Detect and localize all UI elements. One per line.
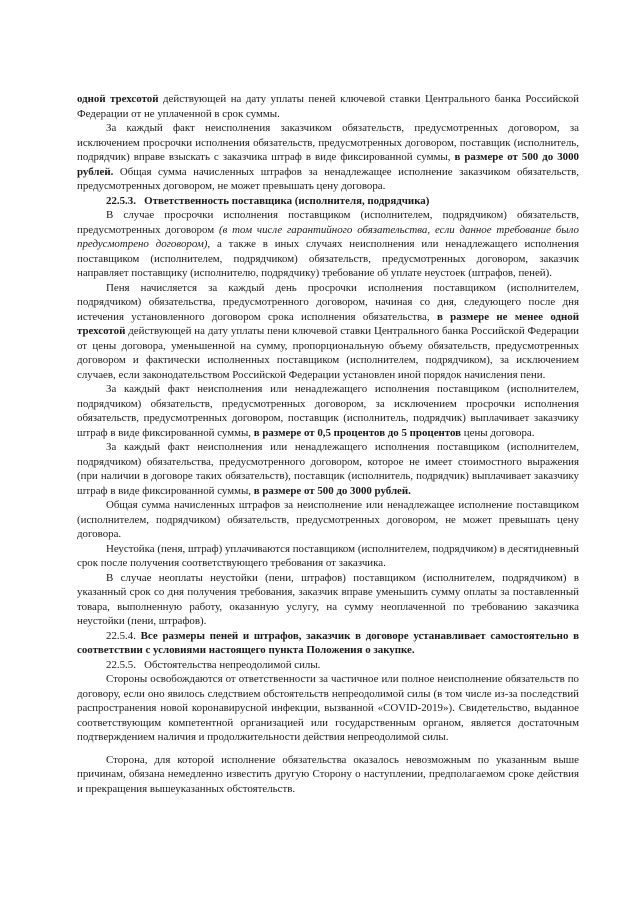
bold-text: одной трехсотой bbox=[77, 93, 159, 105]
text-run: За каждый факт неисполнения заказчиком обязательств, предусмотренных договором, за исключением просрочки исполнения обязательств, предусмотренных договором, поставщик (исполнитель, подрядчик) вправе взыскать с заказчика штраф в виде фиксированной суммы, bbox=[77, 122, 579, 163]
text-run: За каждый факт неисполнения или ненадлежащего исполнения поставщиком (исполнителем, подрядчиком) обязательства, предусмотренного договором, которое не имеет стоимостного выражения (при наличии в договоре таких обязательств), поставщик (исполнитель, подрядчик) выплачивает заказчику штраф в виде фиксированной суммы, bbox=[77, 441, 579, 497]
paragraph bbox=[77, 753, 579, 797]
text-run: Пеня начисляется за каждый день просрочки исполнения поставщиком (исполнителем, подрядчиком) обязательства, предусмотренного договором, начиная со дня, следующего после дня истечения установленного договором срока исполнения обязательства, bbox=[77, 281, 579, 323]
paragraph bbox=[77, 498, 579, 542]
bold-text: в размере не менее одной трехсотой bbox=[77, 310, 579, 337]
document-body bbox=[77, 92, 579, 796]
text-run: Общая сумма начисленных штрафов за неисполнение или ненадлежащее исполнение поставщиком (исполнителем, подрядчиком) обязательств, предусмотренных договором, не может превышать цену договора. bbox=[77, 499, 579, 540]
text-run: Общая сумма начисленных штрафов за ненадлежащее исполнение заказчиком обязательств, предусмотренных договором, не может превышать цену договора. bbox=[77, 165, 579, 192]
paragraph bbox=[77, 281, 579, 383]
paragraph bbox=[77, 382, 579, 440]
paragraph bbox=[77, 208, 579, 281]
text-run: а также в иных случаях неисполнения или ненадлежащего исполнения поставщиком (исполнителем, подрядчиком) обязательств, предусмотренных договором, заказчик направляет поставщику (исполнителю, подрядчику) требование об уплате неустоек (штрафов, пеней). bbox=[77, 238, 579, 279]
text-run: Сторона, для которой исполнение обязательства оказалось невозможным по указанным выше причинам, обязана немедленно известить другую Сторону о наступлении, предполагаемом сроке действия и прекращения вышеуказанных обстоятельств. bbox=[77, 753, 579, 795]
italic-text: (в том числе гарантийного обязательства, если данное требование было предусмотрено договором), bbox=[77, 223, 579, 250]
text-run: действующей на дату уплаты пеней ключевой ставки Центрального банка Российской Федерации от не уплаченной в срок суммы. bbox=[77, 93, 579, 120]
paragraph bbox=[77, 629, 579, 658]
text-run: За каждый факт неисполнения или ненадлежащего исполнения поставщиком (исполнителем, подрядчиком) обязательств, предусмотренных договором, за исключением просрочки исполнения обязательств, предусмотренных договором, поставщик (исполнитель, подрядчик) выплачивает заказчику штраф в виде фиксированной суммы, bbox=[77, 383, 579, 439]
paragraph bbox=[77, 672, 579, 745]
text-run: 22.5.4. bbox=[106, 629, 141, 642]
text-run: В случае просрочки исполнения поставщиком (исполнителем, подрядчиком) обязательств, предусмотренных договором bbox=[77, 209, 579, 236]
text-run: цены договора. bbox=[461, 426, 535, 439]
text-run: Неустойка (пеня, штраф) уплачиваются поставщиком (исполнителем, подрядчиком) в десятидневный срок после получения соответствующего требования от заказчика. bbox=[77, 542, 579, 569]
bold-text: в размере от 500 до 3000 рублей. bbox=[253, 484, 411, 497]
paragraph bbox=[77, 542, 579, 571]
bold-text: 22.5.3. Ответственность поставщика (исполнителя, подрядчика) bbox=[106, 194, 430, 207]
bold-text: в размере от 500 до 3000 рублей. bbox=[77, 151, 579, 178]
paragraph bbox=[77, 121, 579, 194]
paragraph bbox=[77, 440, 579, 498]
text-run: В случае неоплаты неустойки (пени, штрафов) поставщиком (исполнителем, подрядчиком) в указанный срок со дня получения требования, заказчик вправе уменьшить сумму оплаты за поставленный товара, выполненную работу, оказанную услугу, на сумму неоплаченной по требованию заказчика неустойки (пени, штрафов). bbox=[77, 571, 579, 627]
text-run: действующей на дату уплаты пени ключевой ставки Центрального банка Российской Федерации от цены договора, уменьшенной на сумму, пропорциональную объему обязательств, предусмотренных договором и фактически исполненных поставщиком (исполнителем, подрядчиком), за исключением случаев, если законодательством Российской Федерации установлен иной порядок начисления пени. bbox=[77, 325, 579, 381]
text-run: 22.5.5. Обстоятельства непреодолимой силы. bbox=[106, 658, 321, 671]
bold-text: Все размеры пеней и штрафов, заказчик в договоре устанавливает самостоятельно в соответствии с условиями настоящего пункта Положения о закупке. bbox=[77, 629, 579, 656]
bold-text: в размере от 0,5 процентов до 5 процентов bbox=[253, 426, 462, 439]
paragraph bbox=[77, 658, 579, 673]
paragraph bbox=[77, 194, 579, 209]
paragraph bbox=[77, 571, 579, 629]
text-run: Стороны освобождаются от ответственности за частичное или полное неисполнение обязательств по договору, если оно явилось следствием обстоятельств непреодолимой силы (в том числе из-за последствий распространения новой коронавирусной инфекции, вызванной «COVID-2019»). Свидетельство, выданное соответствующим компетентной организацией или государственным органом, является достаточным подтверждением наличия и продолжительности действия непреодолимой силы. bbox=[77, 673, 579, 743]
paragraph bbox=[77, 92, 579, 121]
